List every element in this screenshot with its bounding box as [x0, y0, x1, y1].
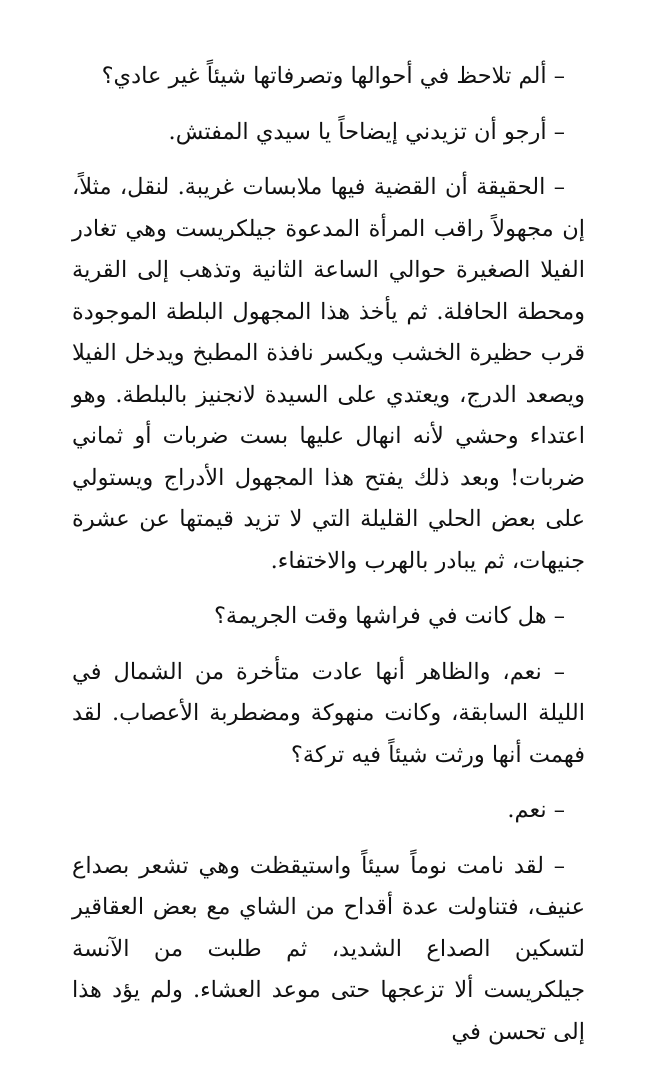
dialogue-line-2: – أرجو أن تزيدني إيضاحاً يا سيدي المفتش. [168, 118, 565, 145]
book-page [72, 56, 585, 1067]
dialogue-paragraph-3: – الحقيقة أن القضية فيها ملابسات غريبة. لنقل، مثلاً، إن مجهولاً راقب المرأة المدعوة جيلكريست وهي تغادر الفيلا الصغيرة حوالي الساعة الثانية وتذهب إلى القرية ومحطة الحافلة. ثم يأخذ هذا المجهول البلطة الموجودة قرب حظيرة الخشب ويكسر نافذة المطبخ ويدخل الفيلا ويصعد الدرج، ويعتدي على السيدة لانجنيز بالبلطة. وهو اعتداء وحشي لأنه انهال عليها بست ضربات أو ثماني ضربات! وبعد ذلك يفتح هذا المجهول الأدراج ويستولي على بعض الحلي القليلة التي لا تزيد قيمتها عن عشرة جنيهات، ثم يبادر بالهرب والاختفاء. [72, 174, 585, 574]
dialogue-paragraph-5: – نعم، والظاهر أنها عادت متأخرة من الشمال في الليلة السابقة، وكانت منهوكة ومضطربة الأعصاب. لقد فهمت أنها ورثت شيئاً فيه تركة؟ [72, 658, 585, 768]
dialogue-line-1: – ألم تلاحظ في أحوالها وتصرفاتها شيئاً غير عادي؟ [101, 63, 565, 89]
dialogue-line-4: – هل كانت في فراشها وقت الجريمة؟ [213, 603, 565, 629]
dialogue-paragraph-7: – لقد نامت نوماً سيئاً واستيقظت وهي تشعر بصداع عنيف، فتناولت عدة أقداح من الشاي مع بعض العقاقير لتسكين الصداع الشديد، ثم طلبت من الآنسة جيلكريست ألا تزعجها حتى موعد العشاء. ولم يؤد هذا إلى تحسن في [72, 852, 585, 1045]
dialogue-line-6: – نعم. [507, 797, 565, 823]
